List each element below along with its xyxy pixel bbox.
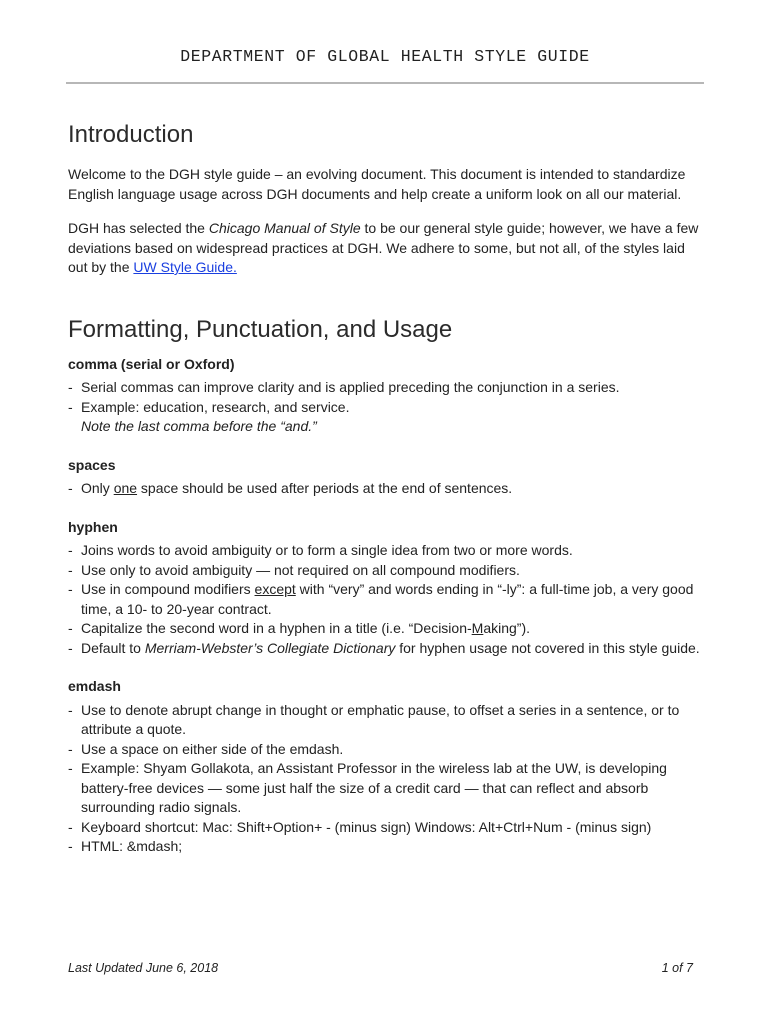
hyphen-title: hyphen [68,518,118,535]
hyphen-item5-b: for hyphen usage not covered in this style guide. [395,639,700,656]
intro-paragraph-1: Welcome to the DGH style guide – an evolving document. This document is intended to standardize English language usage across DGH documents and help create a uniform look on all our material. [68,166,686,202]
list-item [68,479,704,499]
page-number: 1 of 7 [661,961,693,975]
list-item [68,619,704,639]
emdash-section [68,677,704,857]
intro-paragraph-2 [68,219,704,278]
emdash-title: emdash [68,678,121,694]
spaces-list [68,479,704,499]
document-header: DEPARTMENT OF GLOBAL HEALTH STYLE GUIDE [180,47,590,66]
list-item: - Use only to avoid ambiguity — not required on all compound modifiers. [68,561,704,581]
list-item: - Keyboard shortcut: Mac: Shift+Option+ - (minus sign) Windows: Alt+Ctrl+Num - (minus sign) [68,818,704,838]
spaces-section [68,456,704,499]
uw-style-guide-link[interactable]: UW Style Guide. [133,259,237,275]
introduction-heading: Introduction [68,121,194,148]
list-item: - Example: Shyam Gollakota, an Assistant Professor in the wireless lab at the UW, is developing battery-free devices — some just half the size of a credit card — that can reflect and absorb surrounding radio signals. [68,759,704,818]
comma-section [68,355,704,437]
hyphen-item3-underlined: except [254,581,296,597]
comma-title: comma (serial or Oxford) [68,355,235,372]
list-item: - HTML: &mdash; [68,837,704,857]
spaces-text-b: space should be used after periods at the end of sentences. [137,480,513,496]
hyphen-item3-a: Use in compound modifiers [81,581,255,597]
hyphen-item3-b: with “very” and words ending in “-ly”: a full-time job, a very good time, a 10- to 20-year contract. [81,581,694,617]
hyphen-item4-b: aking”). [483,620,531,636]
hyphen-item4-a: Capitalize the second word in a hyphen in a title (i.e. “Decision- [81,620,472,636]
list-item: - Joins words to avoid ambiguity or to form a single idea from two or more words. [68,541,704,561]
formatting-heading: Formatting, Punctuation, and Usage [68,315,453,343]
spaces-title: spaces [68,456,116,473]
list-item: - Use a space on either side of the emdash. [68,740,704,760]
spaces-underlined-word: one [113,480,138,496]
list-item: - Example: education, research, and service. [68,398,704,418]
comma-note: Note the last comma before the “and.” [81,418,317,434]
intro-p2-text-a: DGH has selected the [68,220,209,236]
spaces-text-a: Only [81,480,114,496]
list-item [68,580,704,619]
merriam-webster-title: Merriam-Webster’s Collegiate Dictionary [144,639,396,656]
list-item [68,639,704,659]
hyphen-section [68,518,704,659]
chicago-manual-title: Chicago Manual of Style [208,220,361,236]
emdash-list [68,701,704,857]
last-updated: Last Updated June 6, 2018 [68,961,219,975]
intro-p2-text-b: to be our general style guide; however, we have a few deviations based on widespread practices at DGH. We adhere to some, but not all, of the styles laid out by the [68,220,699,275]
hyphen-item4-underlined: M [471,620,484,636]
hyphen-list [68,541,704,658]
hyphen-item5-a: Default to [81,639,145,656]
document-body [68,120,704,876]
header-divider [66,82,704,84]
list-item: - Use to denote abrupt change in thought or emphatic pause, to offset a series in a sentence, or to attribute a quote. [68,701,704,740]
list-item: - Serial commas can improve clarity and is applied preceding the conjunction in a series. [68,378,704,398]
comma-list [68,378,704,417]
